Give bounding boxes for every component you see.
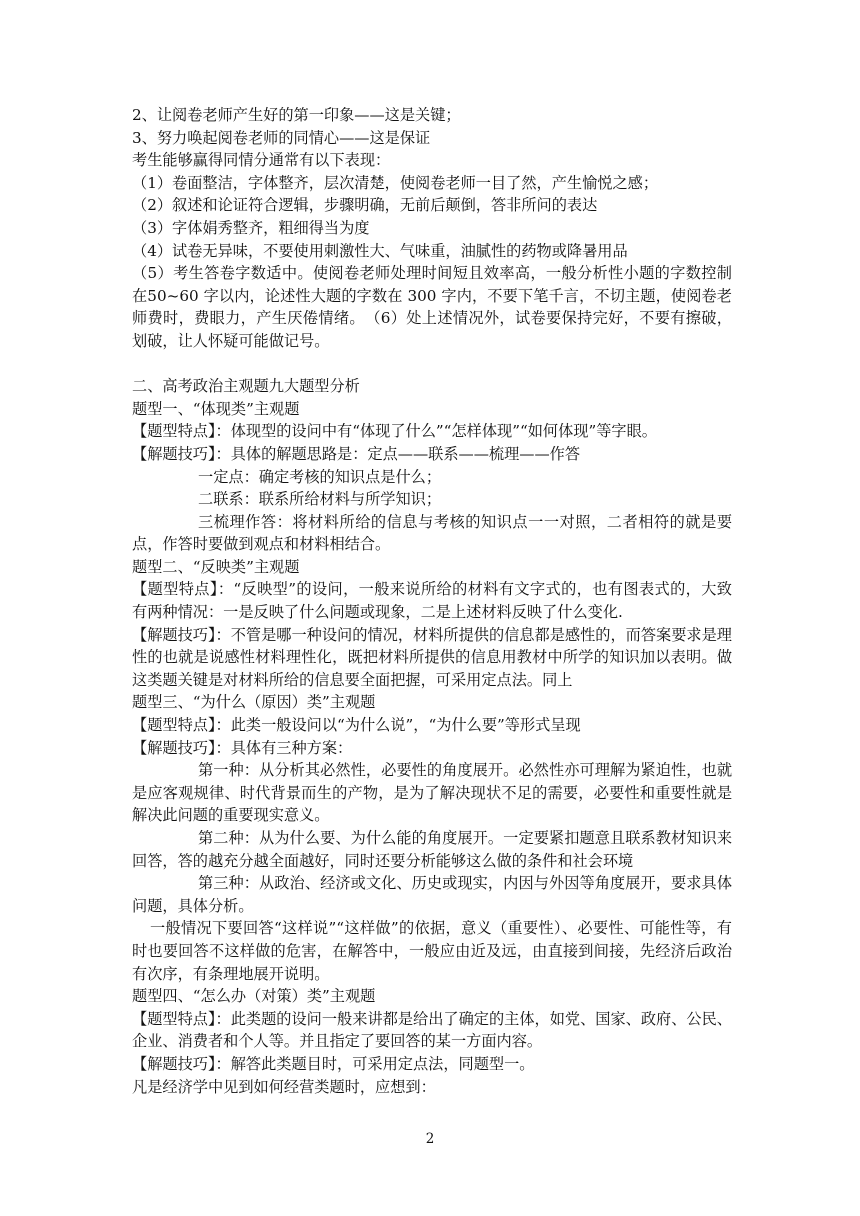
subsection-heading: 题型四、“怎么办（对策）类”主观题 [132, 987, 376, 1006]
paragraph: 【题型特点】：此类题的设问一般来讲都是给出了确定的主体，如党、国家、政府、公民、企业、消费者和个人等。并且指定了要回答的某一方面内容。 [132, 1009, 732, 1051]
paragraph: 第一种：从分析其必然性，必要性的角度展开。必然性亦可理解为紧迫性，也就是应客观规律、时代背景而生的产物，是为了解决现状不足的需要，必要性和重要性就是解决此问题的重要现实意义。 [132, 761, 732, 825]
paragraph: 【题型特点】：“反映型”的设问，一般来说所给的材料有文字式的，也有图表式的，大致有两种情况：一是反映了什么问题或现象，二是上述材料反映了什么变化. [132, 580, 732, 622]
paragraph: 三梳理作答：将材料所给的信息与考核的知识点一一对照，二者相符的就是要点，作答时要做到观点和材料相结合。 [132, 512, 732, 554]
list-item: （1）卷面整洁，字体整齐，层次清楚，使阅卷老师一目了然，产生愉悦之感； [132, 173, 659, 192]
paragraph: 【解题技巧】：具体的解题思路是：定点——联系——梳理——作答 [132, 444, 581, 463]
paragraph: 【题型特点】：此类一般设问以“为什么说”，“为什么要”等形式呈现 [132, 716, 581, 735]
list-item: （2）叙述和论证符合逻辑，步骤明确，无前后颠倒，答非所问的表达 [132, 196, 598, 215]
list-item: （5）考生答卷字数适中。使阅卷老师处理时间短且效率高，一般分析性小题的字数控制在50~60 字以内，论述性大题的字数在 300 字内，不要下笔千言，不切主题，使阅卷老师费时，费眼力，产生厌倦情绪。 （6）处上述情况外，试卷要保持完好，不要有擦破，划破，让人怀疑可能做记号。 [132, 264, 732, 350]
text-line: 2、让阅卷老师产生好的第一印象——这是关键； [132, 106, 461, 124]
paragraph: 【解题技巧】：不管是哪一种设问的情况，材料所提供的信息都是感性的，而答案要求是理性的也就是说感性材料理性化，既把材料所提供的信息用教材中所学的知识加以表明。做这类题关键是对材料所给的信息要全面把握，可采用定点法。同上 [132, 625, 732, 689]
blank-line [132, 353, 732, 376]
section-heading: 二、高考政治主观题九大题型分析 [132, 377, 360, 396]
page-number: 2 [425, 1131, 435, 1147]
list-item: （3）字体娟秀整齐，粗细得当为度 [132, 218, 370, 237]
paragraph: 【解题技巧】：具体有三种方案： [132, 738, 353, 757]
paragraph: 凡是经济学中见到如何经营类题时，应想到： [132, 1077, 436, 1096]
paragraph: 【题型特点】：体现型的设问中有“体现了什么”“怎样体现”“如何体现”等字眼。 [132, 422, 657, 441]
subsection-heading: 题型二、“反映类”主观题 [132, 557, 300, 576]
paragraph: 二联系：联系所给材料与所学知识； [198, 490, 441, 509]
subsection-heading: 题型三、“为什么（原因）类”主观题 [132, 693, 376, 712]
paragraph: 【解题技巧】：解答此类题目时，可采用定点法，同题型一。 [132, 1054, 535, 1073]
paragraph: 第二种：从为什么要、为什么能的角度展开。一定要紧扣题意且联系教材知识来回答，答的越充分越全面越好，同时还要分析能够这么做的条件和社会环境 [132, 829, 732, 870]
paragraph: 第三种：从政治、经济或文化、历史或现实，内因与外因等角度展开，要求具体问题，具体分析。 [132, 874, 732, 915]
list-item: （4）试卷无异味，不要使用刺激性大、气味重，油腻性的药物或降暑用品 [132, 241, 628, 260]
document-body [132, 104, 732, 1098]
text-line: 考生能够赢得同情分通常有以下表现： [132, 151, 391, 170]
paragraph: 一定点：确定考核的知识点是什么； [198, 467, 441, 486]
subsection-heading: 题型一、“体现类”主观题 [132, 399, 300, 418]
paragraph: 一般情况下要回答“这样说”“这样做”的依据，意义（重要性）、必要性、可能性等，有时也要回答不这样做的危害，在解答中，一般应由近及远，由直接到间接，先经济后政治有次序，有条理地展开说明。 [132, 919, 732, 983]
text-line: 3、努力唤起阅卷老师的同情心——这是保证 [132, 128, 431, 147]
